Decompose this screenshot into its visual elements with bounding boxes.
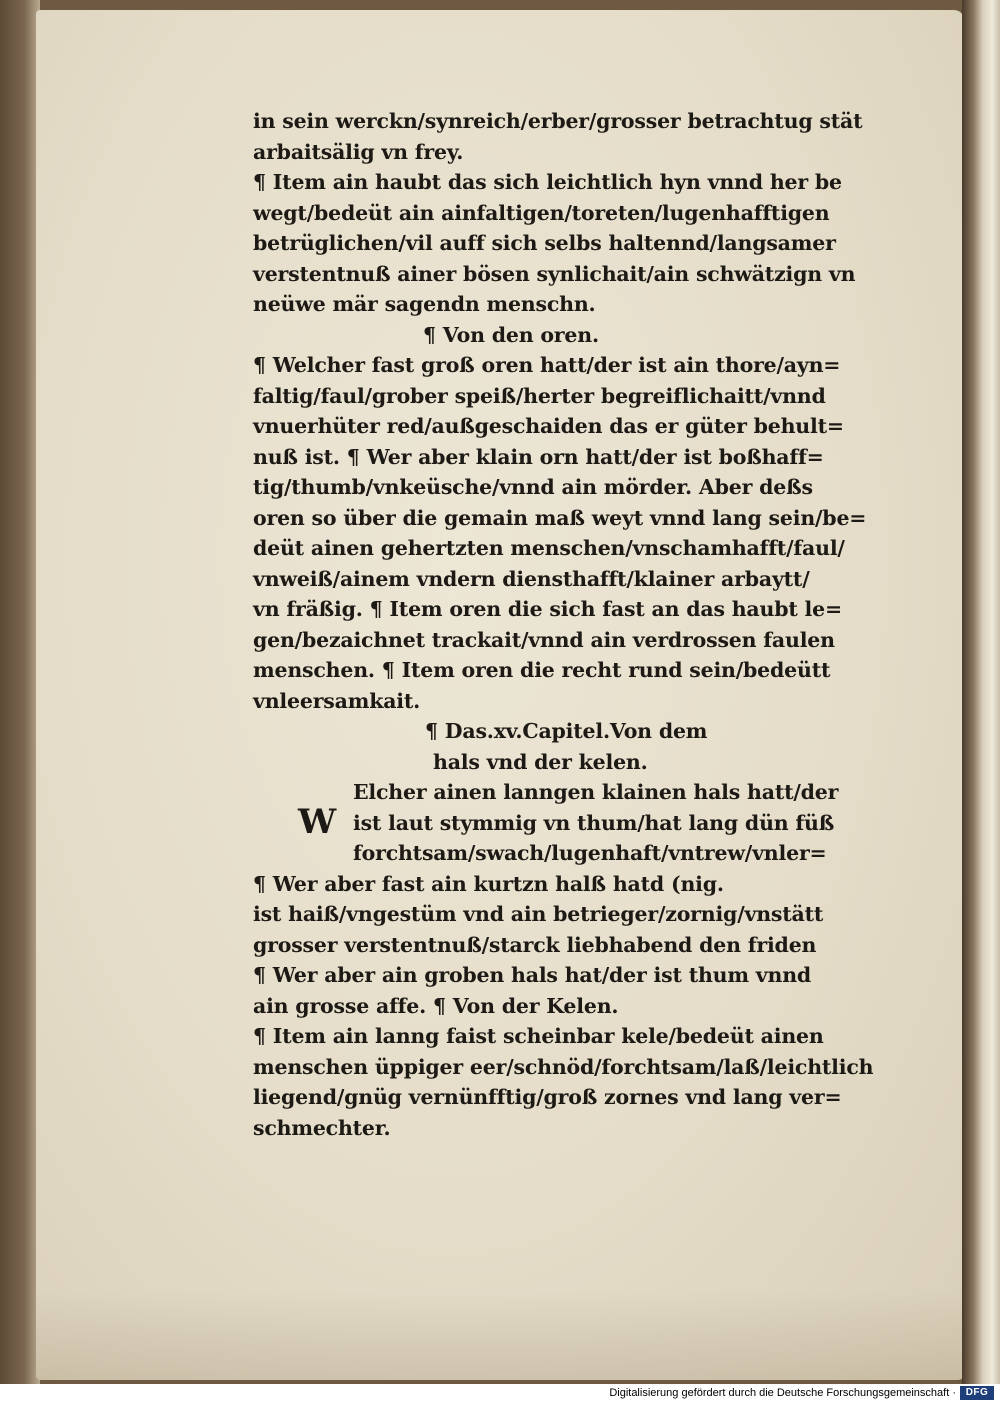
- section-heading: ¶ Von den oren.: [423, 322, 599, 347]
- text-line: wegt/bedeüt ain ainfaltigen/toreten/lugenhafftigen: [253, 200, 830, 225]
- text-line: arbaitsälig vn frey.: [253, 139, 464, 164]
- text-line: neüwe mär sagendn menschn.: [253, 292, 596, 316]
- text-line: vnuerhüter red/außgeschaiden das er güter behult=: [253, 414, 844, 438]
- text-line: deüt ainen gehertzten menschen/vnschamhafft/faul/: [253, 536, 845, 560]
- text-line: gen/bezaichnet trackait/vnnd ain verdrossen faulen: [253, 627, 835, 652]
- text-line: grosser verstentnuß/starck liebhabend den friden: [253, 932, 817, 957]
- text-line: ¶ Wer aber fast ain kurtzn halß hatd (nig.: [253, 871, 724, 896]
- text-line: faltig/faul/grober speiß/herter begreiflichaitt/vnnd: [253, 383, 826, 408]
- text-line: menschen üppiger eer/schnöd/forchtsam/laß/leichtlich: [253, 1054, 874, 1079]
- dropcap-letter: W: [298, 802, 336, 842]
- text-line: vnleersamkait.: [253, 688, 421, 713]
- text-line: ¶ Wer aber ain groben hals hat/der ist thum vnnd: [253, 963, 812, 987]
- book-gutter: [962, 0, 1000, 1384]
- text-line: ist haiß/vngestüm vnd ain betrieger/zornig/vnstätt: [253, 902, 824, 926]
- funding-credit: Digitalisierung gefördert durch die Deutsche Forschungsgemeinschaft ·: [609, 1387, 956, 1399]
- text-line: ain grosse affe. ¶ Von der Kelen.: [253, 993, 619, 1018]
- text-line: nuß ist. ¶ Wer aber klain orn hatt/der ist boßhaff=: [253, 444, 824, 469]
- text-line: ¶ Welcher fast groß oren hatt/der ist ain thore/ayn=: [253, 353, 841, 377]
- text-line: oren so über die gemain maß weyt vnnd lang sein/be=: [253, 505, 867, 530]
- text-line: ¶ Item ain lanng faist scheinbar kele/bedeüt ainen: [253, 1024, 824, 1048]
- chapter-heading: ¶ Das.xv.Capitel.Von dem: [425, 719, 708, 743]
- text-line: betrüglichen/vil auff sich selbs haltennd/langsamer: [253, 231, 836, 255]
- text-line: vnweiß/ainem vndern diensthafft/klainer arbaytt/: [253, 566, 810, 591]
- text-line: forchtsam/swach/lugenhaft/vntrew/vnler=: [353, 841, 827, 865]
- text-line: ist laut stymmig vn thum/hat lang dün füß: [353, 810, 835, 835]
- text-line: ¶ Item ain haubt das sich leichtlich hyn vnnd her be: [253, 170, 842, 194]
- text-line: vn fräßig. ¶ Item oren die sich fast an das haubt le=: [253, 597, 842, 621]
- text-line: tig/thumb/vnkeüsche/vnnd ain mörder. Aber deßs: [253, 475, 813, 499]
- footer-bar: [0, 1384, 1000, 1403]
- text-line: liegend/gnüg vernünfftig/groß zornes vnd lang ver=: [253, 1085, 842, 1109]
- text-line: verstentnuß ainer bösen synlichait/ain schwätzign vn: [253, 261, 856, 286]
- text-line: schmechter.: [253, 1115, 391, 1140]
- blackletter-text-block: [253, 106, 903, 1143]
- dfg-logo: DFG: [960, 1386, 994, 1400]
- book-left-edge: [0, 0, 40, 1384]
- text-line: Elcher ainen lanngen klainen hals hatt/der: [353, 780, 839, 804]
- chapter-heading-continued: hals vnd der kelen.: [433, 749, 648, 774]
- text-line: in sein werckn/synreich/erber/grosser betrachtug stät: [253, 109, 863, 133]
- text-line: menschen. ¶ Item oren die recht rund sein/bedeütt: [253, 658, 831, 682]
